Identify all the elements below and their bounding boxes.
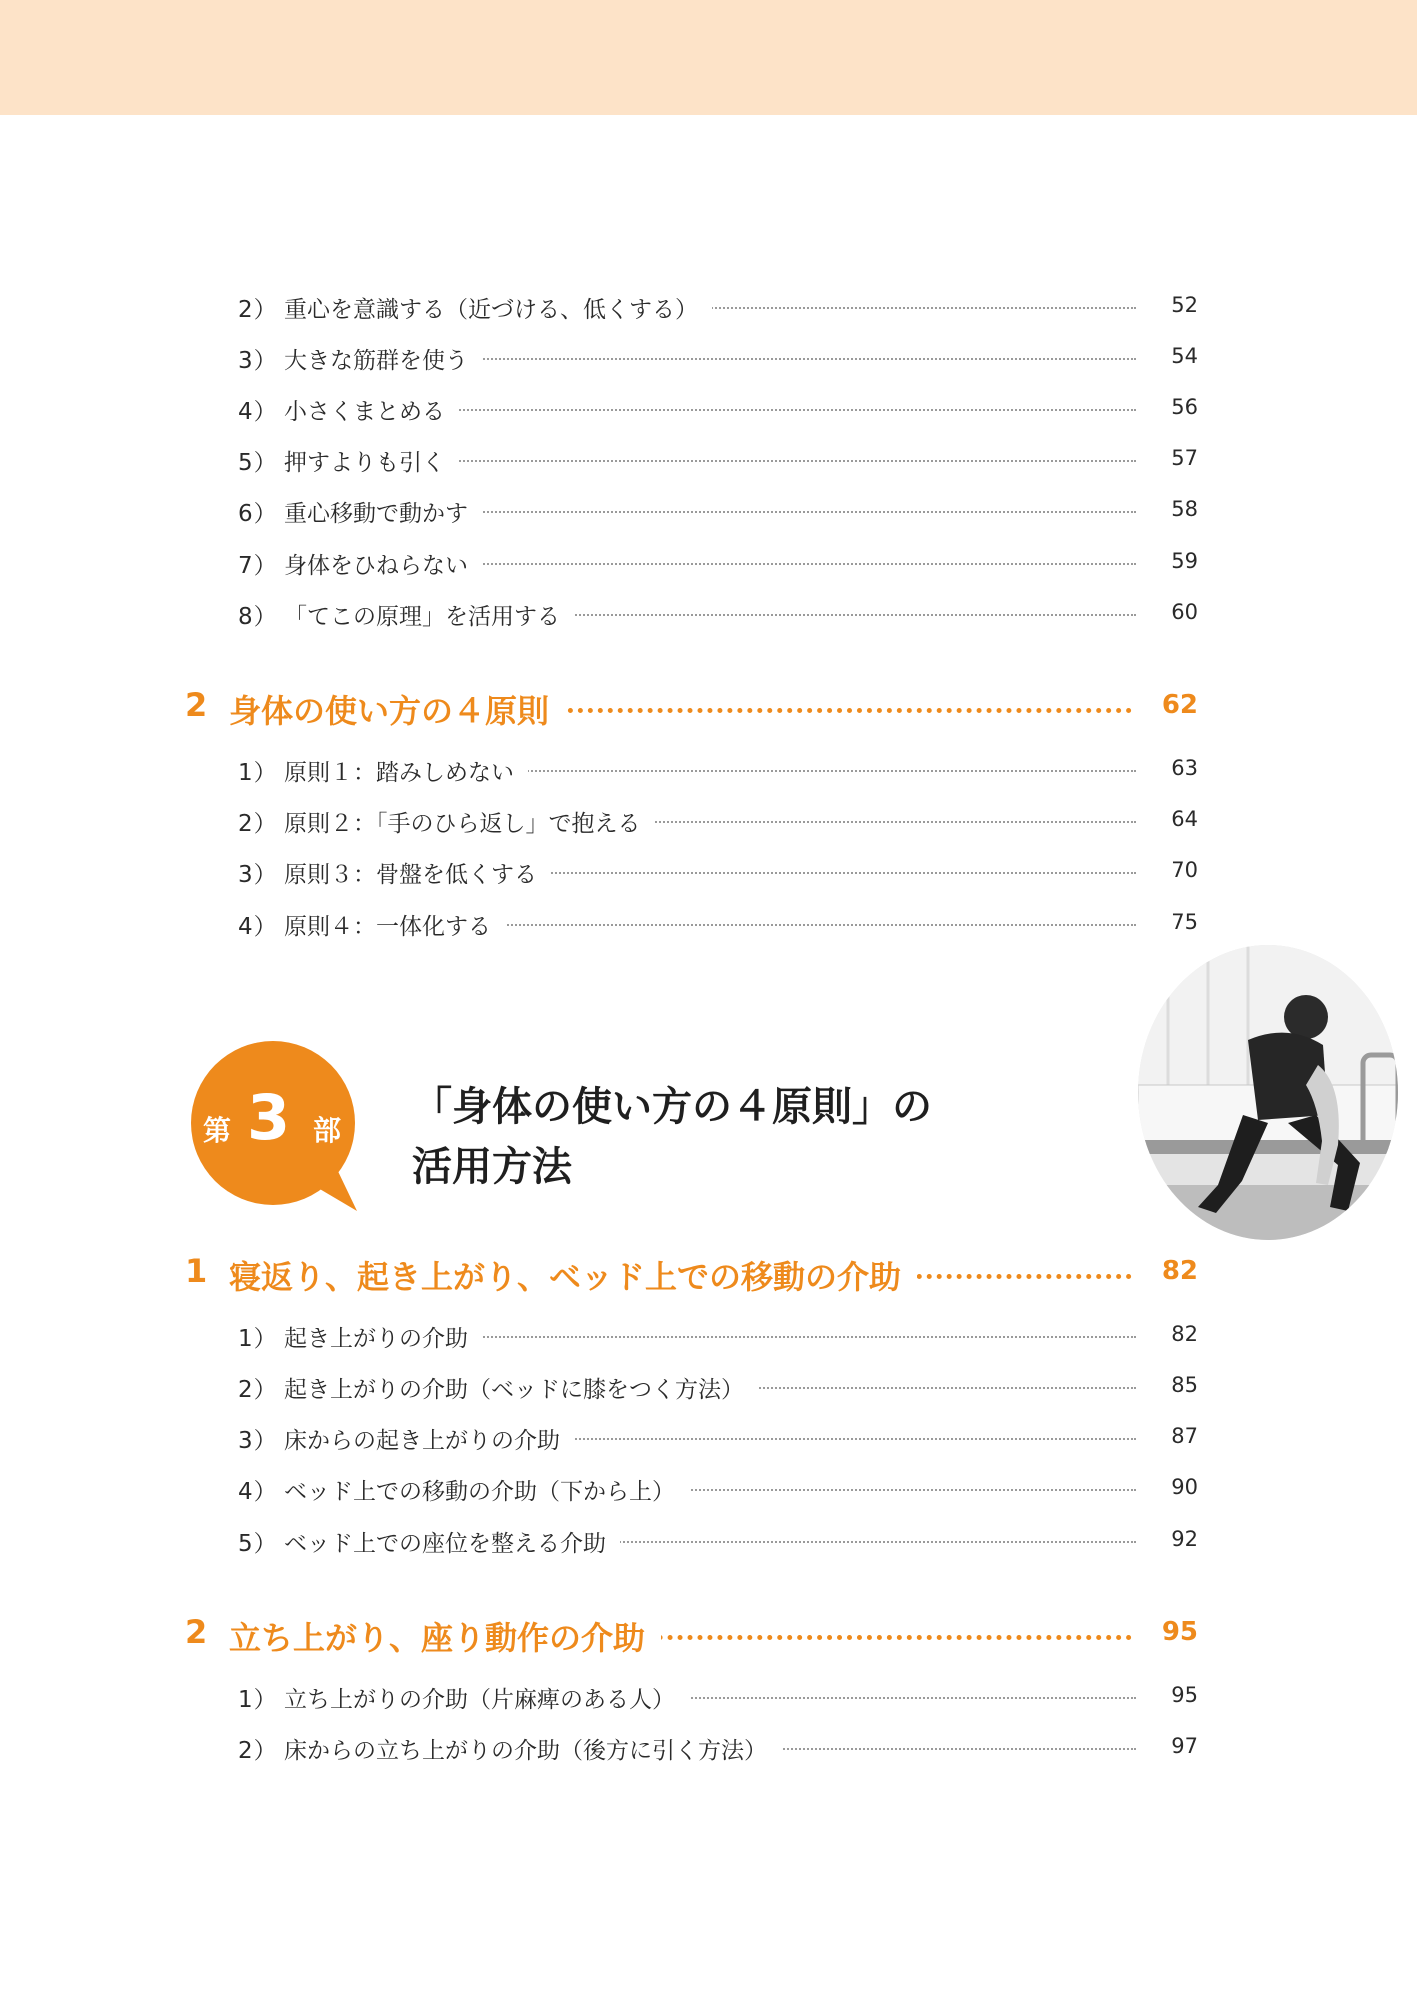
- entry-number: 4）: [238, 914, 278, 940]
- entry-title: ベッド上での移動の介助（下から上）: [284, 1473, 689, 1506]
- section-title: 身体の使い方の４原則: [229, 686, 565, 732]
- entry-page: 54: [1171, 344, 1198, 368]
- part-number: 3: [247, 1081, 291, 1154]
- entry-page: 56: [1171, 395, 1198, 419]
- toc-entry[interactable]: [238, 1367, 1198, 1407]
- entry-number: 4）: [238, 399, 278, 425]
- toc-entry[interactable]: [238, 491, 1198, 531]
- entry-number: 5）: [238, 450, 278, 476]
- entry-page: 75: [1171, 910, 1198, 934]
- toc-entry[interactable]: [238, 389, 1198, 429]
- toc-entry[interactable]: [238, 338, 1198, 378]
- entry-title: 床からの起き上がりの介助: [284, 1422, 574, 1455]
- entry-page: 90: [1171, 1475, 1198, 1499]
- caregiver-photo: [1138, 945, 1398, 1240]
- toc-entry[interactable]: [238, 801, 1198, 841]
- entry-title: 大きな筋群を使う: [284, 342, 482, 375]
- section-number: 2: [185, 686, 208, 724]
- entry-number: 2）: [238, 811, 278, 837]
- entry-page: 64: [1171, 807, 1198, 831]
- photo-illustration: [1138, 945, 1398, 1240]
- section-heading[interactable]: [185, 1250, 1198, 1302]
- entry-title: 重心移動で動かす: [284, 495, 482, 528]
- entry-page: 82: [1171, 1322, 1198, 1346]
- part-prefix: 第: [203, 1114, 232, 1147]
- part-title-line2: 活用方法: [412, 1144, 572, 1190]
- toc-entry[interactable]: [238, 1316, 1198, 1356]
- entry-title: 重心を意識する（近づける、低くする）: [284, 291, 712, 324]
- toc-entry[interactable]: [238, 440, 1198, 480]
- entry-title: 身体をひねらない: [284, 547, 482, 580]
- toc-entry[interactable]: [238, 543, 1198, 583]
- entry-title: 起き上がりの介助（ベッドに膝をつく方法）: [284, 1371, 758, 1404]
- section-number: 1: [185, 1252, 208, 1290]
- part-title-line1: 「身体の使い方の４原則」の: [412, 1084, 932, 1130]
- entry-number: 1）: [238, 1326, 278, 1352]
- entry-page: 52: [1171, 293, 1198, 317]
- entry-number: 1）: [238, 760, 278, 786]
- toc-entry[interactable]: [238, 1418, 1198, 1458]
- entry-title: 「てこの原理」を活用する: [284, 598, 574, 631]
- entry-page: 60: [1171, 600, 1198, 624]
- section-heading[interactable]: [185, 684, 1198, 736]
- entry-page: 58: [1171, 497, 1198, 521]
- toc-entry[interactable]: [238, 1469, 1198, 1509]
- entry-number: 3）: [238, 348, 278, 374]
- entry-title: 小さくまとめる: [284, 393, 459, 426]
- entry-number: 5）: [238, 1531, 278, 1557]
- entry-page: 95: [1171, 1683, 1198, 1707]
- entry-page: 87: [1171, 1424, 1198, 1448]
- toc-entry[interactable]: [238, 852, 1198, 892]
- entry-page: 85: [1171, 1373, 1198, 1397]
- entry-page: 59: [1171, 549, 1198, 573]
- section-page: 62: [1161, 690, 1198, 720]
- entry-title: 床からの立ち上がりの介助（後方に引く方法）: [284, 1732, 781, 1765]
- entry-number: 6）: [238, 501, 278, 527]
- entry-number: 8）: [238, 604, 278, 630]
- section-page: 95: [1161, 1617, 1198, 1647]
- part-badge: [185, 1035, 365, 1215]
- entry-title: 原則３：骨盤を低くする: [284, 856, 551, 889]
- entry-number: 4）: [238, 1479, 278, 1505]
- toc-entry[interactable]: [238, 1728, 1198, 1768]
- entry-page: 57: [1171, 446, 1198, 470]
- entry-page: 63: [1171, 756, 1198, 780]
- entry-title: 起き上がりの介助: [284, 1320, 482, 1353]
- toc-entry[interactable]: [238, 594, 1198, 634]
- section-heading[interactable]: [185, 1611, 1198, 1663]
- top-band: [0, 0, 1417, 115]
- section-title: 寝返り、起き上がり、ベッド上での移動の介助: [229, 1252, 917, 1298]
- entry-title: 原則１：踏みしめない: [284, 754, 528, 787]
- toc-entry[interactable]: [238, 904, 1198, 944]
- entry-title: 原則４：一体化する: [284, 908, 505, 941]
- entry-number: 2）: [238, 297, 278, 323]
- entry-title: 押すよりも引く: [284, 444, 459, 477]
- toc-entry[interactable]: [238, 1677, 1198, 1717]
- entry-title: ベッド上での座位を整える介助: [284, 1525, 620, 1558]
- entry-number: 3）: [238, 1428, 278, 1454]
- entry-page: 70: [1171, 858, 1198, 882]
- section-page: 82: [1161, 1256, 1198, 1286]
- entry-number: 3）: [238, 862, 278, 888]
- entry-number: 7）: [238, 553, 278, 579]
- section-title: 立ち上がり、座り動作の介助: [229, 1613, 661, 1659]
- toc-entry[interactable]: [238, 750, 1198, 790]
- entry-page: 97: [1171, 1734, 1198, 1758]
- entry-number: 2）: [238, 1377, 278, 1403]
- entry-number: 2）: [238, 1738, 278, 1764]
- section-number: 2: [185, 1613, 208, 1651]
- part-suffix: 部: [313, 1114, 342, 1147]
- entry-title: 原則２：「手のひら返し」で抱える: [284, 805, 655, 838]
- entry-title: 立ち上がりの介助（片麻痺のある人）: [284, 1681, 689, 1714]
- entry-number: 1）: [238, 1687, 278, 1713]
- entry-page: 92: [1171, 1527, 1198, 1551]
- toc-entry[interactable]: [238, 1521, 1198, 1561]
- toc-entry[interactable]: [238, 287, 1198, 327]
